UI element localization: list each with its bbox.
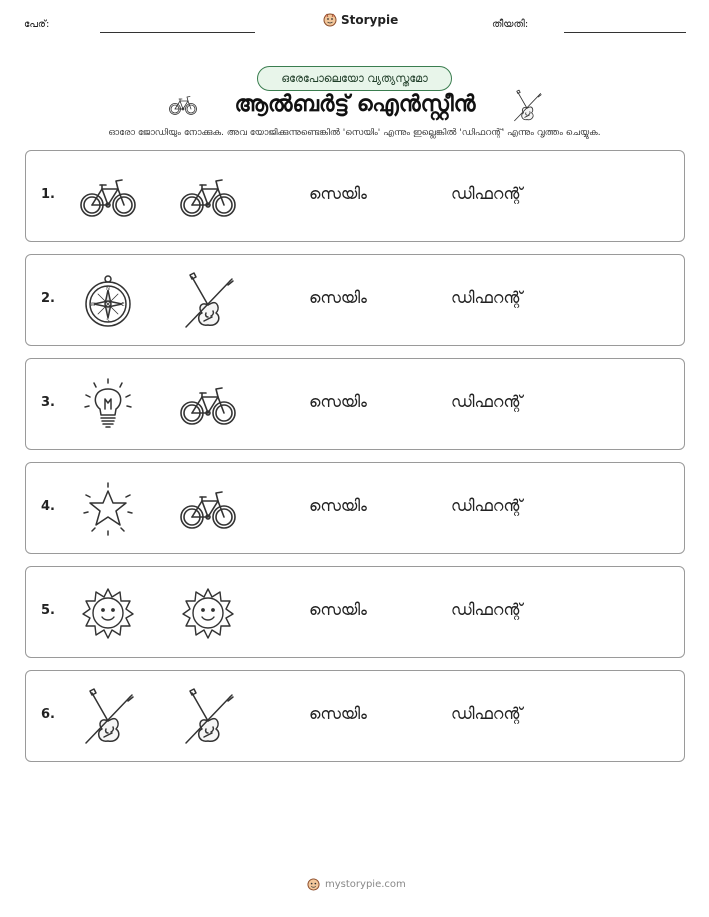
question-row <box>25 670 685 762</box>
question-number: 3. <box>41 395 55 410</box>
date-label: തീയതി: <box>492 19 529 30</box>
violin-icon <box>510 88 544 124</box>
same-option[interactable]: സെയിം <box>309 496 367 515</box>
name-field-line[interactable] <box>100 32 255 33</box>
storypie-mascot-icon <box>323 13 337 27</box>
different-option[interactable]: ഡിഫറന്റ് <box>451 600 523 619</box>
question-row <box>25 150 685 242</box>
instructions: ഓരോ ജോഡിയും നോക്കുക. അവ യോജിക്കുന്നുണ്ടെങ്കിൽ 'സെയിം' എന്നും ഇല്ലെങ്കിൽ 'ഡിഫറന്റ്' എന്നും വൃത്തം ചെയ്യുക. <box>108 128 601 138</box>
star-icon <box>78 479 138 539</box>
question-number: 5. <box>41 603 55 618</box>
bicycle-icon <box>165 90 201 120</box>
name-label: പേര്: <box>24 19 50 30</box>
topic-badge: ഒരേപോലെയോ വ്യത്യസ്തമോ <box>257 66 452 91</box>
lightbulb-icon <box>78 375 138 435</box>
question-number: 6. <box>41 707 55 722</box>
sun-icon <box>178 583 238 643</box>
bicycle-icon <box>178 375 238 435</box>
footer <box>307 878 406 891</box>
question-row <box>25 566 685 658</box>
same-option[interactable]: സെയിം <box>309 600 367 619</box>
worksheet-header <box>0 0 709 40</box>
same-option[interactable]: സെയിം <box>309 392 367 411</box>
brand-name: Storypie <box>341 13 399 27</box>
violin-icon <box>178 687 238 747</box>
storypie-mascot-icon <box>307 878 320 891</box>
violin-icon <box>78 687 138 747</box>
question-number: 4. <box>41 499 55 514</box>
same-option[interactable]: സെയിം <box>309 704 367 723</box>
question-number: 2. <box>41 291 55 306</box>
page-title: ആൽബർട്ട് ഐൻസ്റ്റീൻ <box>234 92 476 117</box>
question-number: 1. <box>41 187 55 202</box>
bicycle-icon <box>178 167 238 227</box>
question-row <box>25 462 685 554</box>
question-row <box>25 358 685 450</box>
same-option[interactable]: സെയിം <box>309 184 367 203</box>
bicycle-icon <box>78 167 138 227</box>
sun-icon <box>78 583 138 643</box>
footer-url[interactable]: mystorypie.com <box>325 879 406 890</box>
different-option[interactable]: ഡിഫറന്റ് <box>451 704 523 723</box>
same-option[interactable]: സെയിം <box>309 288 367 307</box>
violin-icon <box>178 271 238 331</box>
title-row <box>0 90 709 126</box>
bicycle-icon <box>178 479 238 539</box>
compass-icon <box>78 271 138 331</box>
brand-logo <box>323 13 398 27</box>
different-option[interactable]: ഡിഫറന്റ് <box>451 184 523 203</box>
different-option[interactable]: ഡിഫറന്റ് <box>451 392 523 411</box>
question-row <box>25 254 685 346</box>
different-option[interactable]: ഡിഫറന്റ് <box>451 288 523 307</box>
different-option[interactable]: ഡിഫറന്റ് <box>451 496 523 515</box>
date-field-line[interactable] <box>564 32 686 33</box>
